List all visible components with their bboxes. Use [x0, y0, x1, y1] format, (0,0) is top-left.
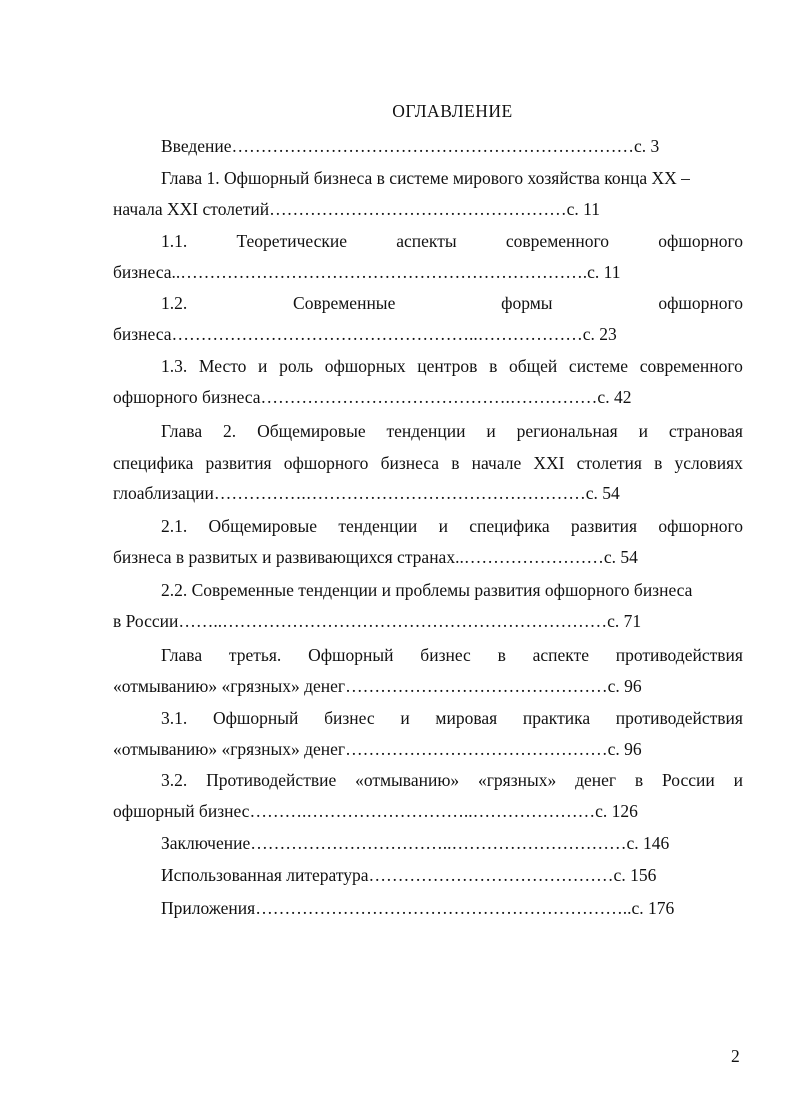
toc-entry-section-2-1-line1 [161, 514, 743, 538]
toc-word: Глава [161, 421, 203, 441]
toc-entry-chapter1-line1: Глава 1. Офшорный бизнеса в системе мирового хозяйства конца XX – [161, 168, 690, 188]
toc-entry-section-1-2-line2: бизнеса……………………………………………..………………c. 23 [113, 324, 617, 344]
toc-word: «отмыванию» [355, 770, 460, 790]
toc-word: офшорного [283, 453, 369, 473]
toc-word: и [733, 770, 743, 790]
toc-word: в [489, 356, 498, 376]
toc-word: 2. [223, 421, 237, 441]
toc-word: бизнеса [380, 453, 440, 473]
toc-word: системе [568, 356, 629, 376]
toc-word: в [634, 770, 644, 790]
toc-word: общей [509, 356, 558, 376]
toc-word: тенденции [386, 421, 466, 441]
toc-word: Место [198, 356, 247, 376]
toc-entry-section-3-1-line2: «отмыванию» «грязных» денег………………………………………c. 96 [113, 739, 642, 759]
toc-word: современного [505, 231, 610, 251]
toc-entry-intro: Введение……………………………………………………………c. 3 [161, 136, 660, 156]
toc-entry-section-2-1-line2: бизнеса в развитых и развивающихся странах..……………………c. 54 [113, 547, 638, 567]
toc-word: аспекте [532, 645, 589, 665]
toc-word: 1.2. [161, 293, 188, 313]
toc-word: в [497, 645, 506, 665]
toc-word: и [438, 516, 448, 536]
toc-word: начале [471, 453, 522, 473]
toc-word: России [662, 770, 715, 790]
toc-word: и [400, 708, 410, 728]
toc-word: бизнес [324, 708, 375, 728]
toc-word: региональная [516, 421, 618, 441]
toc-word: Офшорный [308, 645, 394, 665]
toc-word: 1.3. [161, 356, 188, 376]
toc-word: и [638, 421, 648, 441]
toc-entry-chapter1-line2: начала XXI столетий……………………………………………c. 11 [113, 199, 600, 219]
toc-entry-chapter3-line1 [161, 643, 743, 667]
toc-word: роль [279, 356, 314, 376]
toc-word: Глава [161, 645, 203, 665]
toc-entry-chapter2-line2 [113, 451, 743, 475]
toc-entry-section-1-1-line1 [161, 229, 743, 253]
toc-entry-section-3-2-line2: офшорный бизнес……….………………………..…………………c. 126 [113, 801, 638, 821]
toc-word: Офшорный [212, 708, 299, 728]
toc-word: страновая [668, 421, 743, 441]
toc-word: противодействия [615, 708, 743, 728]
toc-word: офшорного [658, 231, 743, 251]
toc-word: и [258, 356, 268, 376]
toc-word: в [451, 453, 460, 473]
toc-word: столетия [576, 453, 642, 473]
toc-word: 2.1. [161, 516, 188, 536]
toc-word: XXI [533, 453, 565, 473]
toc-entry-section-1-2-line1 [161, 291, 743, 315]
toc-entry-section-2-2-line1: 2.2. Современные тенденции и проблемы развития офшорного бизнеса [161, 580, 693, 600]
page-title: ОГЛАВЛЕНИЕ [392, 101, 513, 121]
toc-word: «грязных» [478, 770, 557, 790]
toc-word: в [654, 453, 663, 473]
toc-word: бизнес [420, 645, 471, 665]
toc-entry-chapter2-line3: глоаблизации…………….…………………………………………c. 54 [113, 483, 620, 503]
toc-entry-section-2-2-line2: в России……..…………………………………………………………c. 71 [113, 611, 642, 631]
toc-word: противодействия [615, 645, 743, 665]
toc-word: офшорного [658, 516, 743, 536]
toc-word: аспекты [396, 231, 457, 251]
toc-word: 3.1. [161, 708, 188, 728]
toc-word: и [486, 421, 496, 441]
toc-word: практика [522, 708, 591, 728]
toc-entry-section-3-1-line1 [161, 706, 743, 730]
toc-word: мировая [435, 708, 498, 728]
toc-entry-section-1-1-line2: бизнеса..…………………………………………………………….c. 11 [113, 262, 621, 282]
toc-word: офшорных [324, 356, 406, 376]
toc-entry-chapter3-line2: «отмыванию» «грязных» денег………………………………………c. 96 [113, 676, 642, 696]
toc-entry-section-1-3-line2: офшорного бизнеса…………………………………….……………c. 42 [113, 387, 632, 407]
toc-word: денег [575, 770, 617, 790]
toc-entry-literature: Использованная литература……………………………………c. 156 [161, 865, 657, 885]
toc-word: развития [205, 453, 272, 473]
toc-word: Современные [293, 293, 396, 313]
toc-word: офшорного [658, 293, 743, 313]
toc-word: тенденции [338, 516, 418, 536]
toc-entry-conclusion: Заключение……………………………..…………………………c. 146 [161, 833, 670, 853]
toc-word: 1.1. [161, 231, 188, 251]
toc-entry-appendices: Приложения………………………………………………………..c. 176 [161, 898, 675, 918]
toc-word: специфика [469, 516, 550, 536]
toc-word: Общемировые [257, 421, 366, 441]
toc-word: условиях [674, 453, 743, 473]
toc-word: Противодействие [206, 770, 337, 790]
toc-word: третья. [228, 645, 282, 665]
toc-word: 3.2. [161, 770, 188, 790]
toc-entry-section-1-3-line1 [161, 354, 743, 378]
toc-word: центров [417, 356, 478, 376]
toc-entry-chapter2-line1 [161, 419, 743, 443]
toc-word: формы [501, 293, 553, 313]
toc-entry-section-3-2-line1 [161, 768, 743, 792]
toc-word: специфика [113, 453, 194, 473]
page-number: 2 [731, 1046, 740, 1066]
toc-word: современного [639, 356, 743, 376]
toc-word: развития [570, 516, 638, 536]
toc-word: Теоретические [236, 231, 347, 251]
toc-word: Общемировые [208, 516, 318, 536]
